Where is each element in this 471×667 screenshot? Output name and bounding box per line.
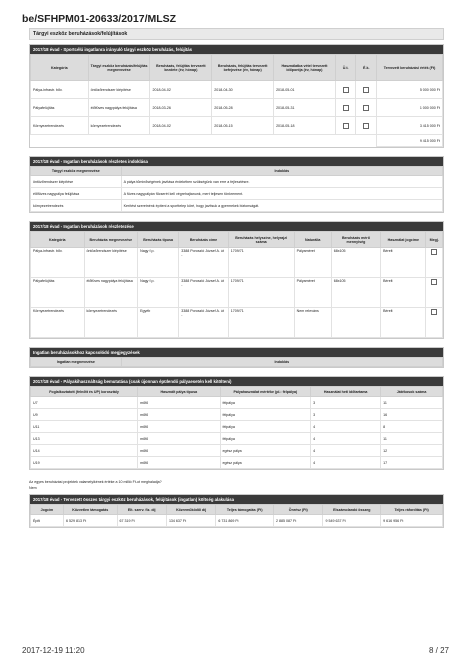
col-header: Teljes ráfordítás (Ft) [381, 505, 443, 515]
cell-name: környezetrendezés [88, 117, 150, 135]
cell-start: 2018-03-26 [150, 99, 212, 117]
cell-name: élőfüves nagypálya felújítása [84, 278, 138, 308]
cell-type: Nagy f.p. [138, 248, 179, 278]
table-row [31, 248, 443, 278]
cell-value: 5 000 000 Ft [377, 81, 443, 99]
col-header: Teljes támogatás (Ft) [216, 505, 274, 515]
cell-start: 2018-04-02 [150, 81, 212, 99]
checkbox[interactable] [363, 123, 369, 129]
cell-value: 1 000 000 Ft [377, 99, 443, 117]
cell-category: Pályafelújítás [31, 99, 89, 117]
cell-ek [356, 117, 377, 135]
table-row [31, 117, 443, 135]
col-header: Beruházás típusa [138, 232, 179, 248]
page-title: Tárgyi eszköz beruházások/felújítások [29, 28, 444, 40]
cell-address: 3388 Poroszló József A. út - [179, 248, 228, 278]
cell-plot: 1709/71 [228, 308, 294, 338]
table-row [31, 176, 443, 188]
section-field-usage [29, 376, 444, 470]
col-header: Beruházás, felújítás tervezett befejezése (év, hónap) [212, 55, 274, 81]
checkbox[interactable] [343, 123, 349, 129]
cell-category: Környezetrendezés [31, 308, 85, 338]
form-page [29, 28, 444, 536]
cell-reason: A pálya tűminőségének javítása érdekében szükségünk van erre a fejlesztésre. [121, 176, 442, 188]
cell-end: 2018-04-30 [212, 81, 274, 99]
table-row [31, 81, 443, 99]
col-header: Elszámolandó összeg [323, 505, 381, 515]
col-header: Tárgyi eszköz megnevezése [31, 167, 122, 176]
col-header: Naturália [294, 232, 331, 248]
section-title: 2017/18 évad - Sportcélú ingatlanra irányuló tárgyi eszköz beruházás, felújítás [30, 45, 443, 54]
col-header: Beruházás, felújítás tervezett kezdete (év, hónap) [150, 55, 212, 81]
table-row: U14 műfű egész pálya 4 12 [31, 445, 443, 457]
col-header: Beruházás megnevezése [84, 232, 138, 248]
col-header: Jogcím [31, 505, 64, 515]
total-value: 9 415 000 Ft [377, 135, 443, 147]
cell-name: környezetrendezés [84, 308, 138, 338]
cell-ut [335, 117, 356, 135]
checkbox[interactable] [431, 279, 437, 285]
cell-name: élőfüves nagypálya felújítása [88, 99, 150, 117]
question-answer: Nem [29, 486, 37, 490]
col-header: Használatba vétel tervezett időpontja (év, hónap) [274, 55, 336, 81]
remarks-table [30, 357, 443, 367]
cell-category: Környezetrendezés [31, 117, 89, 135]
cell-start: 2018-04-02 [150, 117, 212, 135]
cell-use-date: 2018-05-18 [274, 117, 336, 135]
cell-naturalia: Pályaméret [294, 248, 331, 278]
total-row [31, 135, 443, 147]
col-header: Indoklás [121, 167, 442, 176]
section-title: Ingatlan beruházásokhoz kapcsolódó megjegyzések [30, 348, 443, 357]
table-row: Építi 6 529 813 Ft 67 319 Ft 134 637 Ft 6 731 869 Ft 2 885 087 Ft 9 549 637 Ft 9 616 956 Ft [31, 515, 443, 527]
cell-note [426, 308, 443, 338]
checkbox[interactable] [363, 105, 369, 111]
col-header: Használt pálya típusa [138, 387, 220, 397]
cell-quantity [331, 308, 380, 338]
cell-asset: öntözőrendszer kiépítése [31, 176, 122, 188]
col-header: Elt. szerv. fiz. díj [117, 505, 166, 515]
cell-note [426, 278, 443, 308]
cell-type: Nagy f.p. [138, 278, 179, 308]
details-table [30, 231, 443, 338]
cell-reason: A füves nagypályán fűcserét kell végrehajtanunk, mert teljesen tönkrement. [121, 188, 442, 200]
cell-asset: környezetrendezés [31, 200, 122, 212]
cell-ut [335, 99, 356, 117]
investment-table [30, 54, 443, 147]
col-header: Ingatlan megnevezése [31, 358, 122, 367]
table-row: U9 műfű félpálya 3 16 [31, 409, 443, 421]
cell-quantity: 68x105 [331, 248, 380, 278]
table-row: U7 műfű félpálya 3 11 [31, 397, 443, 409]
col-header: Pályahasználat mértéke (pl.: félpálya) [220, 387, 311, 397]
justification-table [30, 166, 443, 212]
section-details [29, 221, 444, 339]
col-header: Indoklás [121, 358, 442, 367]
cell-ek [356, 99, 377, 117]
col-header: Közreműködői díj [166, 505, 215, 515]
usage-table [30, 386, 443, 469]
checkbox[interactable] [431, 309, 437, 315]
section-title: 2017/18 évad - Ingatlan beruházások részletes indoklása [30, 157, 443, 166]
cell-category: Pálya-infrastr. bőv. [31, 81, 89, 99]
cell-name: öntözőrendszer kiépítése [84, 248, 138, 278]
footer-datetime: 2017-12-19 11:20 [22, 646, 85, 655]
cell-category: Pályafelújítás [31, 278, 85, 308]
table-row [31, 200, 443, 212]
document-id: be/SFHPM01-20633/2017/MLSZ [22, 13, 177, 25]
cell-name: öntözőrendszer kiépítése [88, 81, 150, 99]
col-header: Használat heti időtartama [311, 387, 381, 397]
checkbox[interactable] [343, 87, 349, 93]
cell-type: Egyéb [138, 308, 179, 338]
col-header: Önrész (Ft) [274, 505, 323, 515]
table-row: U19 műfű egész pálya 4 17 [31, 457, 443, 469]
cell-address: 3388 Poroszló József A. út - [179, 308, 228, 338]
col-header: Beruházás helyszíne, helyrajzi száma [228, 232, 294, 248]
cell-category: Pálya-infrastr. bőv. [31, 248, 85, 278]
footer-page-number: 8 / 27 [428, 646, 449, 655]
cell-title: Bérelt [381, 248, 426, 278]
question-text: Az egyes beruházási projektek valamelyikének értéke a 10 millió Ft-ot meghaladja? [29, 480, 162, 484]
col-header: Tervezett beruházási érték (Ft) [377, 55, 443, 81]
cell-ek [356, 81, 377, 99]
col-header: Megj. [426, 232, 443, 248]
cell-title: Bérelt [381, 308, 426, 338]
checkbox[interactable] [363, 87, 369, 93]
cell-plot: 1709/71 [228, 278, 294, 308]
section-sport-investment [29, 44, 444, 148]
table-row: U13 műfű félpálya 4 11 [31, 433, 443, 445]
checkbox[interactable] [343, 105, 349, 111]
section-title: 2017/18 évad - Pályakihasználtság bemutatása (csak újonnan épülendő pályaesetén kell kitölteni) [30, 377, 443, 386]
section-title: 2017/18 évad - Ingatlan beruházások részletezése [30, 222, 443, 231]
cell-address: 3388 Poroszló József A. út - [179, 278, 228, 308]
section-title: 2017/18 évad - Tervezett összes tárgyi eszköz beruházások, felújítások (ingatlan) költség alakulása [30, 495, 443, 504]
cell-end: 2018-05-28 [212, 99, 274, 117]
section-justification [29, 156, 444, 213]
cell-use-date: 2018-05-31 [274, 99, 336, 117]
cost-table [30, 504, 443, 527]
col-header: Játékosok száma [381, 387, 443, 397]
section-cost-summary [29, 494, 444, 528]
checkbox[interactable] [431, 249, 437, 255]
table-row [31, 278, 443, 308]
cell-value: 3 415 000 Ft [377, 117, 443, 135]
cell-quantity: 68x105 [331, 278, 380, 308]
col-header: Kategória [31, 232, 85, 248]
cell-title: Bérelt [381, 278, 426, 308]
table-row: U11 műfű félpálya 4 8 [31, 421, 443, 433]
section-remarks [29, 347, 444, 368]
col-header: Kategória [31, 55, 89, 81]
table-row [31, 188, 443, 200]
col-header: Foglalkoztatott (felnőtt és UP) korosztály [31, 387, 138, 397]
col-header: Beruházás mérő mennyiség [331, 232, 380, 248]
col-header: Tárgyi eszköz beruházás/felújítás megnevezése [88, 55, 150, 81]
cell-use-date: 2018-05-01 [274, 81, 336, 99]
col-header: Használat jogcíme [381, 232, 426, 248]
cell-ut [335, 81, 356, 99]
col-header: Ü.t. [335, 55, 356, 81]
cell-plot: 1709/71 [228, 248, 294, 278]
col-header: Beruházás címe [179, 232, 228, 248]
col-header: É.k. [356, 55, 377, 81]
cell-reason: Kerítést szeretnénk építeni a sportteleр köré, hogy javítsuk a gyermekek biztonságát. [121, 200, 442, 212]
cell-naturalia: Pályaméret [294, 278, 331, 308]
cell-asset: élőfüves nagypálya felújítása [31, 188, 122, 200]
col-header: Közvetlen támogatás [63, 505, 117, 515]
table-row [31, 99, 443, 117]
cell-note [426, 248, 443, 278]
table-row [31, 308, 443, 338]
cell-naturalia: Nem releváns [294, 308, 331, 338]
cell-end: 2018-05-15 [212, 117, 274, 135]
